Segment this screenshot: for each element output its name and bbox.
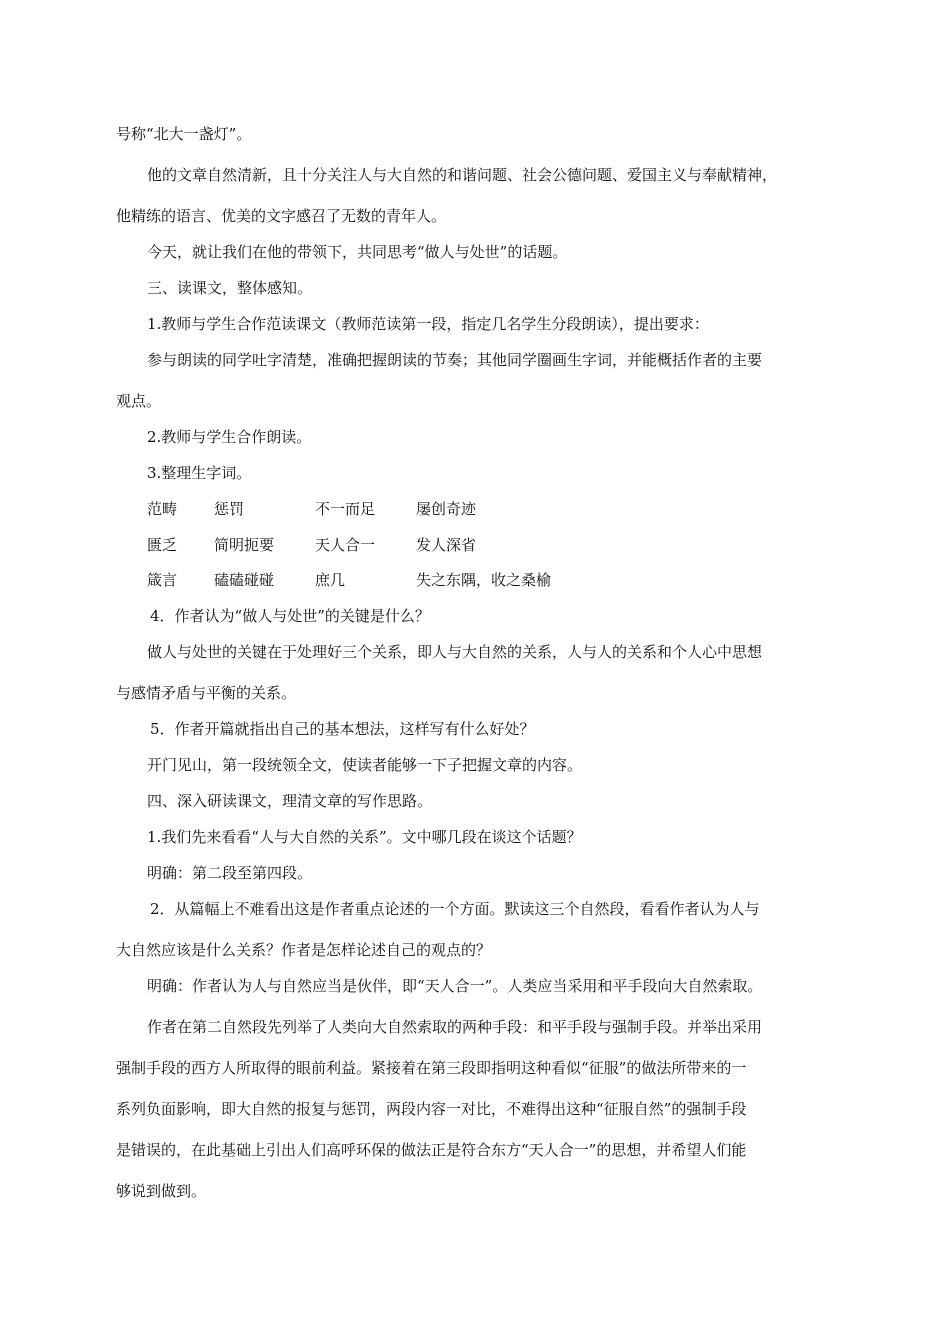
paragraph-line: 号称“北大一盏灯”。 xyxy=(116,125,252,143)
paragraph-line: 他精练的语言、优美的文字感召了无数的青年人。 xyxy=(116,207,447,225)
paragraph-line: 作者在第二自然段先列举了人类向大自然索取的两种手段：和平手段与强制手段。并举出采用 xyxy=(147,1018,763,1036)
paragraph-line: 系列负面影响，即大自然的报复与惩罚，两段内容一对比，不难得出这种“征服自然”的强制手段 xyxy=(116,1100,747,1118)
vocab-word: 惩罚 xyxy=(214,500,245,518)
paragraph-line: 做人与处世的关键在于处理好三个关系，即人与大自然的关系，人与人的关系和个人心中思想 xyxy=(147,643,763,661)
question-line: 2．从篇幅上不难看出这是作者重点论述的一个方面。默读这三个自然段，看看作者认为人与 xyxy=(150,900,760,918)
question-line: 5．作者开篇就指出自己的基本想法，这样写有什么好处？ xyxy=(150,720,535,738)
vocab-word: 不一而足 xyxy=(315,500,376,518)
paragraph-line: 是错误的，在此基础上引出人们高呼环保的做法正是符合东方“天人合一”的思想，并希望人们能 xyxy=(116,1141,747,1159)
paragraph-line: 观点。 xyxy=(116,392,162,410)
paragraph-line: 强制手段的西方人所取得的眼前利益。紧接着在第三段即指明这种看似“征服”的做法所带来的一 xyxy=(116,1059,747,1077)
vocab-word: 简明扼要 xyxy=(214,536,275,554)
paragraph-line: 2.教师与学生合作朗读。 xyxy=(147,428,312,446)
paragraph-line: 他的文章自然清新，且十分关注人与大自然的和谐问题、社会公德问题、爱国主义与奉献精神， xyxy=(147,166,778,184)
section-heading: 三、读课文，整体感知。 xyxy=(147,279,313,297)
vocab-word: 庶几 xyxy=(315,571,346,589)
vocab-word: 范畴 xyxy=(147,500,178,518)
paragraph-line: 参与朗读的同学吐字清楚，准确把握朗读的节奏；其他同学圈画生字词，并能概括作者的主要 xyxy=(147,351,763,369)
section-heading: 四、深入研读课文，理清文章的写作思路。 xyxy=(147,792,433,810)
vocab-word: 箴言 xyxy=(147,571,178,589)
paragraph-line: 1.教师与学生合作范读课文（教师范读第一段，指定几名学生分段朗读），提出要求： xyxy=(147,315,709,333)
paragraph-line: 与感情矛盾与平衡的关系。 xyxy=(116,684,297,702)
vocab-word: 失之东隅，收之桑榆 xyxy=(416,571,552,589)
paragraph-line: 3.整理生字词。 xyxy=(147,464,252,482)
question-line: 1.我们先来看看“人与大自然的关系”。文中哪几段在谈这个话题？ xyxy=(147,828,582,846)
vocab-word: 磕磕碰碰 xyxy=(214,571,275,589)
paragraph-line: 开门见山，第一段统领全文，使读者能够一下子把握文章的内容。 xyxy=(147,756,583,774)
paragraph-line: 今天，就让我们在他的带领下，共同思考“做人与处世”的话题。 xyxy=(147,243,568,261)
paragraph-line: 明确：第二段至第四段。 xyxy=(147,864,313,882)
paragraph-line: 明确：作者认为人与自然应当是伙伴，即“天人合一”。人类应当采用和平手段向大自然索取。 xyxy=(147,977,763,995)
vocab-word: 匮乏 xyxy=(147,536,178,554)
question-line: 4．作者认为“做人与处世”的关键是什么？ xyxy=(150,607,430,625)
vocab-word: 发人深省 xyxy=(416,536,477,554)
vocab-word: 天人合一 xyxy=(315,536,376,554)
paragraph-line: 够说到做到。 xyxy=(116,1182,207,1200)
paragraph-line: 大自然应该是什么关系？作者是怎样论述自己的观点的？ xyxy=(116,941,492,959)
vocab-word: 屡创奇迹 xyxy=(416,500,477,518)
